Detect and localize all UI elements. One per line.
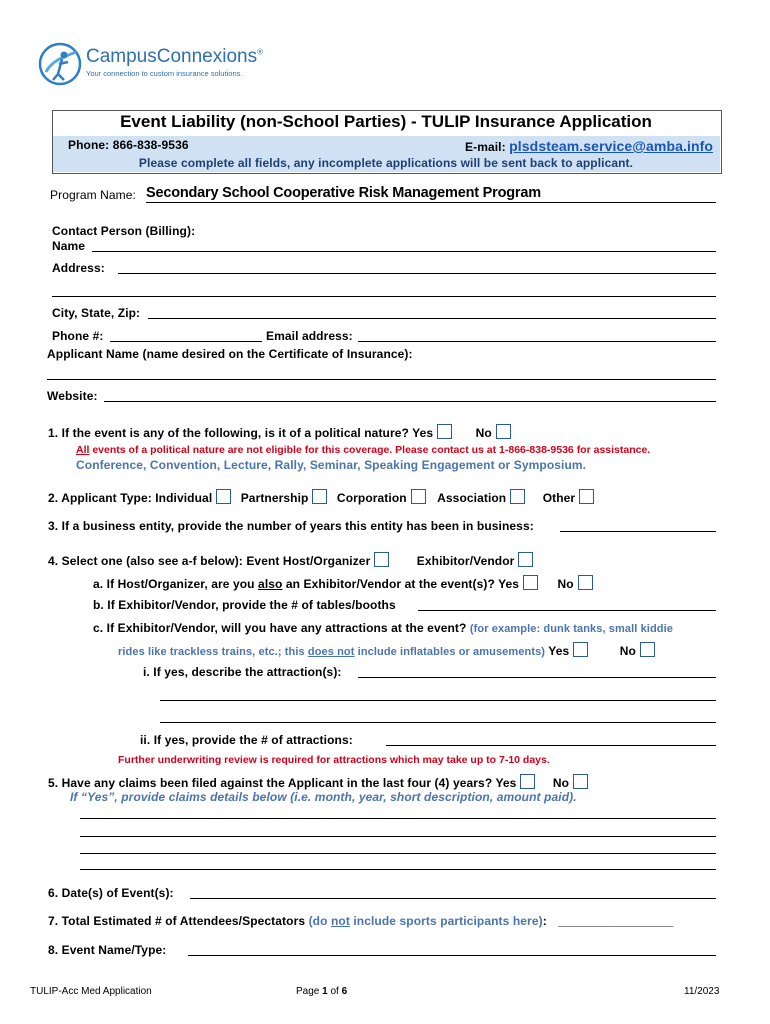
address-field-2[interactable] xyxy=(52,296,716,297)
q2-other-checkbox[interactable] xyxy=(579,489,594,504)
q7-text: 7. Total Estimated # of Attendees/Spectators xyxy=(48,914,309,928)
program-name-line xyxy=(146,202,716,203)
q2-text: 2. Applicant Type: Individual xyxy=(48,491,213,505)
city-state-zip-label: City, State, Zip: xyxy=(52,306,141,320)
footer-page-of: of xyxy=(327,986,342,997)
q1-question xyxy=(48,424,511,440)
q7-question xyxy=(48,914,673,928)
q4ci-question: i. If yes, describe the attraction(s): xyxy=(143,665,342,679)
q4-review-note: Further underwriting review is required for attractions which may take up to 7-10 days. xyxy=(118,754,550,766)
q5-claims-field-4[interactable] xyxy=(80,869,716,870)
website-label: Website: xyxy=(47,389,98,403)
q3-question: 3. If a business entity, provide the number of years this entity has been in business: xyxy=(48,519,534,533)
q4-exhibitor-checkbox[interactable] xyxy=(518,552,533,567)
q5-no-label: No xyxy=(552,776,570,790)
contact-email-label: Email address: xyxy=(266,329,353,343)
q3-years-field[interactable] xyxy=(560,531,716,532)
q4c-does-not: does not xyxy=(307,646,355,658)
q4c-yes-checkbox[interactable] xyxy=(573,642,588,657)
q4cii-question: ii. If yes, provide the # of attractions: xyxy=(140,733,353,747)
header-notice: Please complete all fields, any incomplete applications will be sent back to applicant. xyxy=(138,156,634,170)
footer-page-number xyxy=(296,986,347,997)
applicant-name-label: Applicant Name (name desired on the Certificate of Insurance): xyxy=(47,347,413,361)
website-field[interactable] xyxy=(104,401,716,402)
q4a-no-checkbox[interactable] xyxy=(578,575,593,590)
q5-no-checkbox[interactable] xyxy=(573,774,588,789)
q2-question xyxy=(48,489,594,505)
campus-connexions-logo-icon xyxy=(38,42,82,86)
contact-name-field[interactable] xyxy=(92,251,716,252)
q5-question xyxy=(48,774,588,790)
q7-paren-post: include sports participants here) xyxy=(349,914,543,928)
q4a-yes-checkbox[interactable] xyxy=(523,575,538,590)
logo xyxy=(38,42,268,90)
q2-corporation-label: Corporation xyxy=(336,491,407,505)
q1-warning-rest: events of a political nature are not eligible for this coverage. Please contact us at 1-866-838-9536 for assistance. xyxy=(89,444,651,456)
q4-text: 4. Select one (also see a-f below): Event Host/Organizer xyxy=(48,554,371,568)
q4c-question xyxy=(93,621,673,635)
program-name-value: Secondary School Cooperative Risk Management Program xyxy=(146,185,541,201)
q4c-text: c. If Exhibitor/Vendor, will you have any attractions at the event? xyxy=(93,621,470,635)
footer-form-id: TULIP-Acc Med Application xyxy=(30,986,152,997)
q4ci-attractions-field-1[interactable] xyxy=(358,677,716,678)
applicant-name-field[interactable] xyxy=(47,379,716,380)
q4c-no-label: No xyxy=(619,644,636,658)
q6-question: 6. Date(s) of Event(s): xyxy=(48,886,174,900)
contact-email-field[interactable] xyxy=(358,341,716,342)
brand-name: CampusConnexions xyxy=(86,46,258,67)
q4ci-attractions-field-2[interactable] xyxy=(160,700,716,701)
header-phone: Phone: 866-838-9536 xyxy=(68,138,189,152)
q7-paren-pre: (do xyxy=(308,914,331,928)
q7-attendees-field[interactable]: _________________ xyxy=(558,914,674,928)
q7-colon: : xyxy=(542,914,547,928)
q4c-line2-pre: rides like trackless trains, etc.; this xyxy=(118,646,308,658)
q8-event-name-field[interactable] xyxy=(188,955,716,956)
q6-dates-field[interactable] xyxy=(190,898,716,899)
footer-date: 11/2023 xyxy=(684,986,720,997)
brand-tagline: Your connection to custom insurance solutions. xyxy=(86,69,243,78)
q4a-question xyxy=(93,575,593,591)
contact-name-label: Name xyxy=(52,239,86,253)
q2-corporation-checkbox[interactable] xyxy=(411,489,426,504)
email-link[interactable]: plsdsteam.service@amba.info xyxy=(509,138,714,154)
contact-phone-field[interactable] xyxy=(110,341,262,342)
city-state-zip-field[interactable] xyxy=(148,318,716,319)
q4-host-checkbox[interactable] xyxy=(374,552,389,567)
q4c-no-checkbox[interactable] xyxy=(640,642,655,657)
header-email xyxy=(465,138,713,154)
q2-partnership-label: Partnership xyxy=(240,491,309,505)
q2-association-label: Association xyxy=(437,491,507,505)
q4b-question: b. If Exhibitor/Vendor, provide the # of tables/booths xyxy=(93,598,396,612)
q8-question: 8. Event Name/Type: xyxy=(48,943,167,957)
q5-text: 5. Have any claims been filed against the Applicant in the last four (4) years? Yes xyxy=(48,776,517,790)
q4a-text-post: an Exhibitor/Vendor at the event(s)? Yes xyxy=(282,577,520,591)
q1-text: 1. If the event is any of the following, is it of a political nature? Yes xyxy=(48,426,434,440)
q1-no-checkbox[interactable] xyxy=(496,424,511,439)
q1-warning-all: All xyxy=(76,444,90,456)
q4c-line2-post: include inflatables or amusements) xyxy=(354,646,546,658)
contact-phone-label: Phone #: xyxy=(52,329,104,343)
q5-claims-field-1[interactable] xyxy=(80,818,716,819)
q4c-example: (for example: dunk tanks, small kiddie xyxy=(469,623,673,635)
address-label: Address: xyxy=(52,261,105,275)
q7-paren-not: not xyxy=(330,914,350,928)
q4a-also: also xyxy=(258,577,283,591)
registered-mark: ® xyxy=(257,47,263,57)
q5-claims-field-3[interactable] xyxy=(80,853,716,854)
q4c-yes-label: Yes xyxy=(545,644,570,658)
q4ci-attractions-field-3[interactable] xyxy=(160,722,716,723)
contact-heading: Contact Person (Billing): xyxy=(52,224,196,238)
q1-event-types: Conference, Convention, Lecture, Rally, Seminar, Speaking Engagement or Symposium. xyxy=(76,458,587,472)
program-name-label: Program Name: xyxy=(50,188,136,202)
q5-claims-field-2[interactable] xyxy=(80,836,716,837)
q2-partnership-checkbox[interactable] xyxy=(312,489,327,504)
form-title: Event Liability (non-School Parties) - TULIP Insurance Application xyxy=(120,112,652,131)
q2-association-checkbox[interactable] xyxy=(510,489,525,504)
q4c-line2 xyxy=(118,642,655,658)
footer-page-word: Page xyxy=(296,986,323,997)
q4a-no-label: No xyxy=(557,577,574,591)
address-field-1[interactable] xyxy=(118,273,716,274)
footer-page-current: 1 xyxy=(322,986,328,997)
q4-question xyxy=(48,552,533,568)
email-label: E-mail: xyxy=(465,140,510,154)
q1-yes-checkbox[interactable] xyxy=(437,424,452,439)
q4cii-count-field[interactable] xyxy=(386,745,716,746)
q5-note: If “Yes”, provide claims details below (i.e. month, year, short description, amount paid). xyxy=(70,790,577,804)
q2-individual-checkbox[interactable] xyxy=(216,489,231,504)
q1-warning xyxy=(76,444,650,456)
q1-no-label: No xyxy=(475,426,492,440)
q5-yes-checkbox[interactable] xyxy=(520,774,535,789)
q4b-tables-field[interactable] xyxy=(418,610,716,611)
q4-exhibitor-label: Exhibitor/Vendor xyxy=(416,554,515,568)
footer-page-total: 6 xyxy=(341,986,348,997)
q4a-text-pre: a. If Host/Organizer, are you xyxy=(93,577,259,591)
q2-other-label: Other xyxy=(542,491,576,505)
